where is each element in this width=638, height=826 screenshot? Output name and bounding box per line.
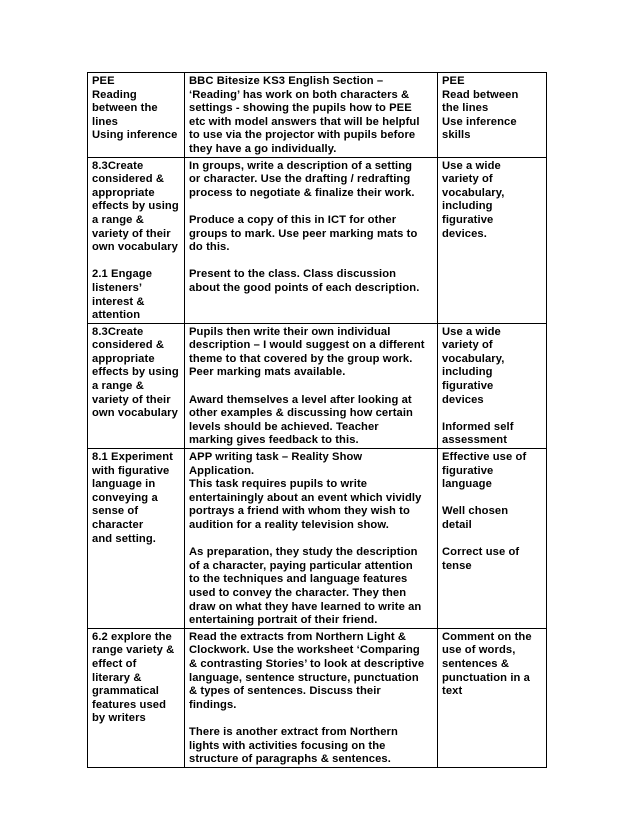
cell-text-line: lights with activities focusing on the [189,739,386,752]
cell-text-line: Use a wide [442,325,501,338]
cell-text-line: effects by using [92,366,179,379]
cell-text-line: Effective use of [442,451,527,464]
cell-text-line: Read between [442,88,519,101]
cell-text-line: with figurative [92,464,170,477]
cell-text-line: used to convey the character. They then [189,586,407,599]
cell-text-line: considered & [92,339,165,352]
cell-text-line: 2.1 Engage [92,268,153,281]
cell-text-line: There is another extract from Northern [189,725,398,738]
cell-text-line: Pupils then write their own individual [189,325,391,338]
activity-cell [185,73,438,158]
success-criteria-cell [438,73,547,158]
cell-text-line: the lines [442,102,489,115]
blank-line [442,407,543,421]
cell-text-line: 6.2 explore the [92,630,172,643]
cell-text-line: Award themselves a level after looking at [189,393,412,406]
blank-line [189,533,434,547]
cell-text-line: APP writing task – Reality Show [189,451,363,464]
blank-line [189,200,434,214]
cell-text-line: draw on what they have learned to write an [189,600,422,613]
cell-text-line: appropriate [92,352,155,365]
cell-text-line: settings - showing the pupils how to PEE [189,102,412,115]
activity-cell [185,628,438,767]
objective-cell [88,323,185,448]
cell-text-line: This task requires pupils to write [189,478,368,491]
cell-text-line: Application. [189,464,255,477]
objective-cell [88,449,185,629]
cell-text-line: devices [442,393,484,406]
cell-text-line: grammatical [92,685,160,698]
success-criteria-cell [438,449,547,629]
blank-line [442,533,543,547]
cell-text-line: by writers [92,712,146,725]
cell-text-line: variety of [442,339,493,352]
cell-text-line: detail [442,519,472,531]
table-row [88,628,547,767]
cell-text-line: variety of their [92,393,171,406]
cell-text-line: about the good points of each description. [189,281,420,294]
cell-text-line: Correct use of [442,546,520,559]
cell-text-line: lines [92,115,118,128]
cell-text-line: 8.3Create [92,325,144,338]
cell-text-line: Using inference [92,129,178,142]
cell-text-line: description – I would suggest on a different [189,339,425,352]
cell-text-line: interest & [92,295,145,308]
table-row [88,73,547,158]
cell-text-line: As preparation, they study the description [189,546,418,559]
table-row [88,449,547,629]
cell-text-line: figurative [442,380,494,393]
success-criteria-cell [438,323,547,448]
cell-text-line: effects by using [92,200,179,213]
cell-text-line: features used [92,698,167,711]
cell-text-line: effect of [92,657,137,670]
cell-text-line: entertaining portrait of their friend. [189,614,378,627]
lesson-plan-table-body [88,73,547,768]
blank-line [189,255,434,269]
success-criteria-cell [438,628,547,767]
cell-text-line: Comment on the [442,630,532,643]
cell-text-line: In groups, write a description of a setting [189,159,413,172]
success-criteria-cell [438,157,547,323]
cell-text-line: etc with model answers that will be helpful [189,115,420,128]
cell-text-line: entertainingly about an event which vividly [189,491,422,504]
cell-text-line: groups to mark. Use peer marking mats to [189,227,418,240]
cell-text-line: language in [92,478,156,491]
cell-text-line: Present to the class. Class discussion [189,268,397,281]
cell-text-line: portrays a friend with whom they wish to [189,505,410,518]
cell-text-line: levels should be achieved. Teacher [189,420,379,433]
cell-text-line: ‘Reading’ has work on both characters & [189,88,410,101]
cell-text-line: sense of [92,505,139,518]
cell-text-line: Clockwork. Use the worksheet ‘Comparing [189,644,420,657]
blank-line [189,380,434,394]
cell-text-line: figurative [442,213,494,226]
cell-text-line: conveying a [92,491,158,504]
cell-text-line: & types of sentences. Discuss their [189,685,381,698]
cell-text-line: Read the extracts from Northern Light & [189,630,407,643]
cell-text-line: vocabulary, [442,352,505,365]
cell-text-line: sentences & [442,657,510,670]
cell-text-line: process to negotiate & finalize their work. [189,186,415,199]
cell-text-line: own vocabulary [92,241,178,254]
cell-text-line: Peer marking mats available. [189,366,346,379]
cell-text-line: do this. [189,241,230,254]
cell-text-line: marking gives feedback to this. [189,434,359,447]
cell-text-line: and setting. [92,532,156,545]
table-row [88,157,547,323]
cell-text-line: tense [442,559,472,572]
cell-text-line: text [442,685,463,698]
cell-text-line: language [442,478,492,491]
cell-text-line: to the techniques and language features [189,573,408,586]
cell-text-line: other examples & discussing how certain [189,407,413,420]
cell-text-line: findings. [189,698,237,711]
cell-text-line: variety of [442,173,493,186]
cell-text-line: listeners’ [92,281,143,294]
cell-text-line: vocabulary, [442,186,505,199]
cell-text-line: attention [92,309,141,322]
cell-text-line: 8.1 Experiment [92,451,173,464]
cell-text-line: punctuation in a [442,671,530,684]
cell-text-line: or character. Use the drafting / redrafting [189,173,411,186]
activity-cell [185,157,438,323]
cell-text-line: a range & [92,213,144,226]
cell-text-line: variety of their [92,227,171,240]
blank-line [442,492,543,506]
cell-text-line: BBC Bitesize KS3 English Section – [189,75,384,87]
cell-text-line: PEE [442,75,465,87]
cell-text-line: Produce a copy of this in ICT for other [189,213,397,226]
activity-cell [185,323,438,448]
lesson-plan-table [87,72,547,768]
cell-text-line: audition for a reality television show. [189,519,389,531]
cell-text-line: appropriate [92,186,155,199]
cell-text-line: between the [92,102,158,115]
document-page [87,72,546,768]
cell-text-line: Well chosen [442,505,509,518]
cell-text-line: range variety & [92,644,175,657]
cell-text-line: devices. [442,227,487,240]
cell-text-line: literary & [92,671,142,684]
cell-text-line: theme to that covered by the group work. [189,352,413,365]
cell-text-line: Reading [92,88,137,101]
cell-text-line: they have a go individually. [189,142,337,155]
cell-text-line: a range & [92,380,144,393]
cell-text-line: PEE [92,75,115,87]
table-row [88,323,547,448]
objective-cell [88,628,185,767]
objective-cell [88,73,185,158]
cell-text-line: assessment [442,434,508,447]
cell-text-line: language, sentence structure, punctuation [189,671,419,684]
cell-text-line: to use via the projector with pupils before [189,129,416,142]
blank-line [92,255,181,269]
cell-text-line: of a character, paying particular attention [189,559,413,572]
cell-text-line: skills [442,129,471,142]
cell-text-line: & contrasting Stories’ to look at descriptive [189,657,425,670]
cell-text-line: Informed self [442,420,514,433]
objective-cell [88,157,185,323]
cell-text-line: use of words, [442,644,516,657]
cell-text-line: including [442,200,493,213]
cell-text-line: considered & [92,173,165,186]
cell-text-line: Use inference [442,115,517,128]
cell-text-line: including [442,366,493,379]
cell-text-line: character [92,519,144,531]
cell-text-line: Use a wide [442,159,501,172]
cell-text-line: figurative [442,464,494,477]
cell-text-line: structure of paragraphs & sentences. [189,753,391,766]
cell-text-line: 8.3Create [92,159,144,172]
activity-cell [185,449,438,629]
cell-text-line: own vocabulary [92,407,178,420]
blank-line [189,712,434,726]
